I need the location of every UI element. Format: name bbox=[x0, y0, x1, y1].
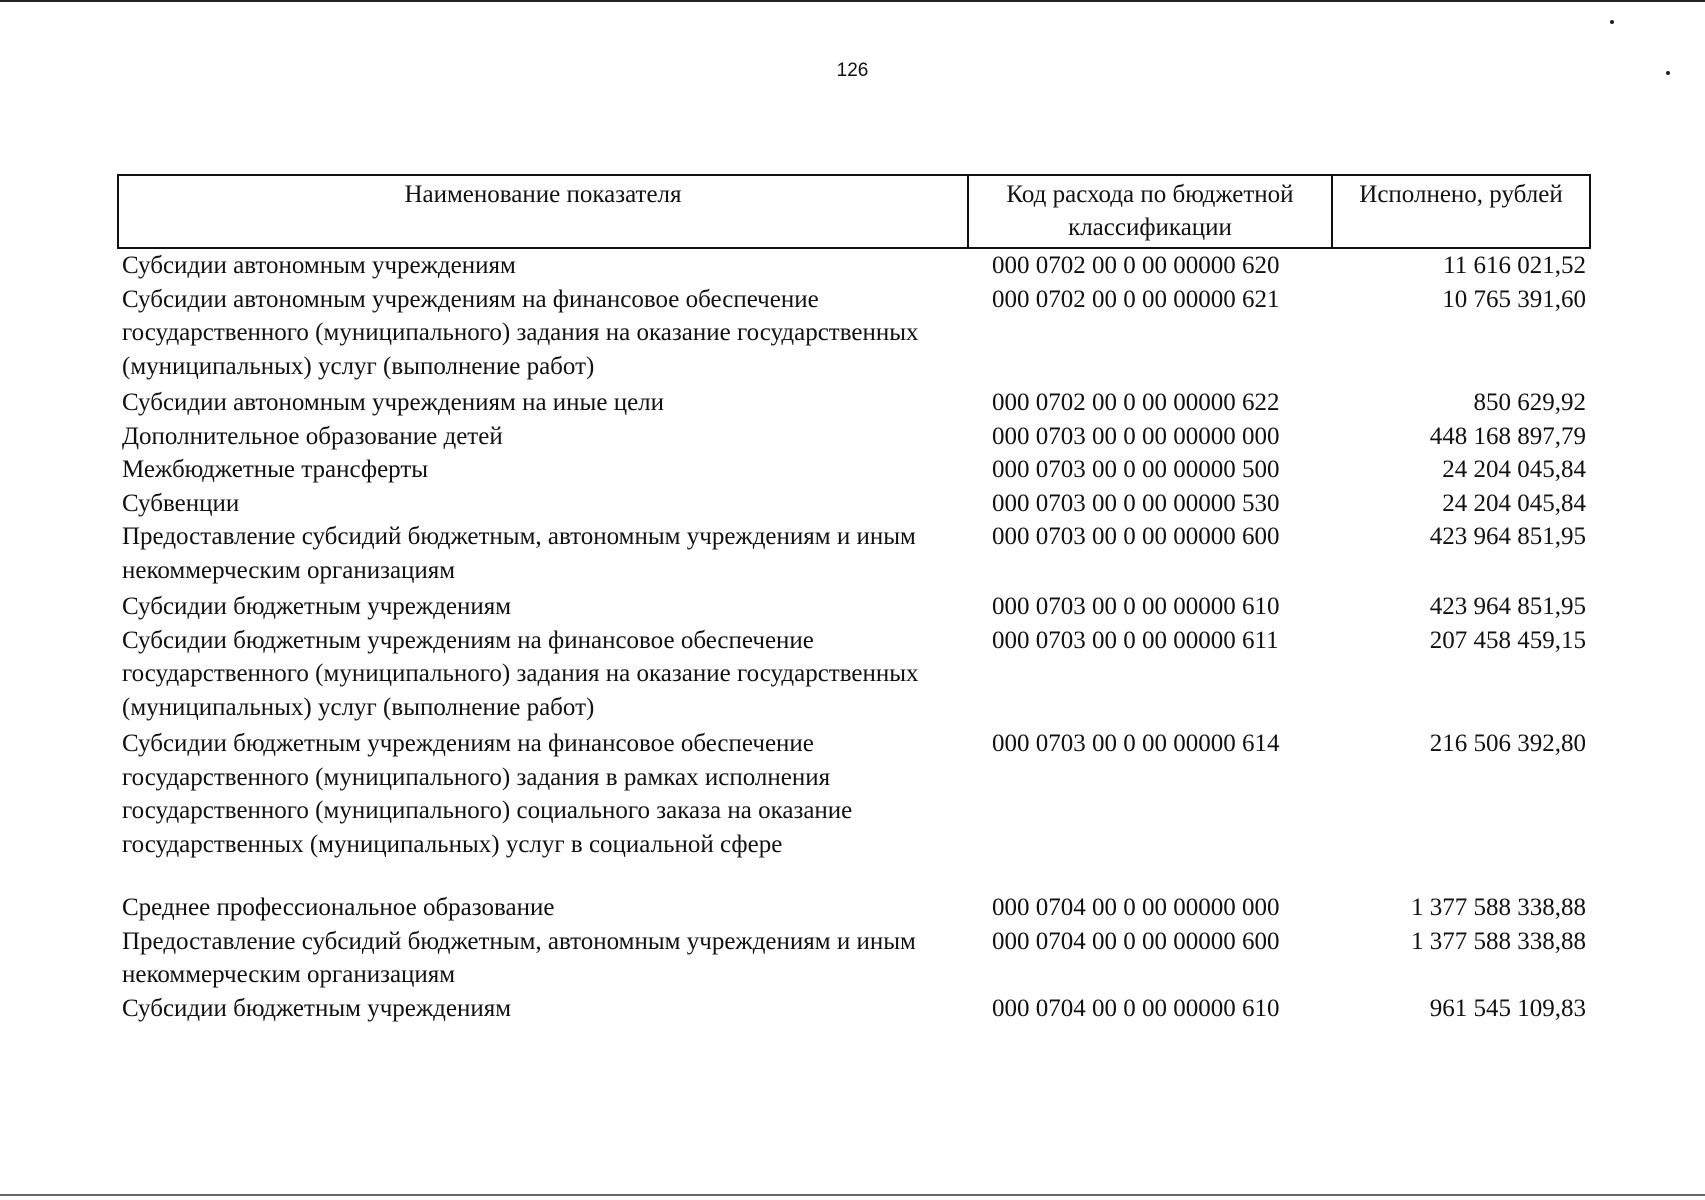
row-code: 000 0702 00 0 00 00000 622 bbox=[992, 389, 1280, 416]
scan-speck bbox=[1610, 20, 1614, 24]
row-code: 000 0703 00 0 00 00000 611 bbox=[992, 626, 1279, 654]
table-row bbox=[118, 590, 1590, 624]
row-amount: 423 964 851,95 bbox=[1429, 523, 1586, 550]
table-row bbox=[118, 891, 1590, 925]
row-code: 000 0703 00 0 00 00000 610 bbox=[992, 593, 1280, 620]
row-amount: 1 377 588 338,88 bbox=[1411, 894, 1586, 921]
row-name: Субсидии автономным учреждениям bbox=[122, 252, 516, 279]
row-code: 000 0702 00 0 00 00000 621 bbox=[992, 285, 1280, 313]
scan-bottom-edge bbox=[0, 1194, 1705, 1196]
row-amount: 1 377 588 338,88 bbox=[1411, 927, 1586, 955]
row-name: Предоставление субсидий бюджетным, автономным учреждениям и иным некоммерческим организациям bbox=[122, 927, 916, 988]
table-row bbox=[118, 727, 1590, 891]
table-row bbox=[118, 283, 1590, 387]
row-name: Субсидии автономным учреждениям на финансовое обеспечение государственного (муниципального) задания на оказание государственных (муниципальных) услуг (выполнение работ) bbox=[122, 285, 919, 380]
row-code: 000 0703 00 0 00 00000 500 bbox=[992, 456, 1280, 483]
table-row bbox=[118, 453, 1590, 487]
row-name: Субвенции bbox=[122, 489, 240, 517]
row-name: Субсидии бюджетным учреждениям на финансовое обеспечение государственного (муниципального) задания на оказание государственных (муниципальных) услуг (выполнение работ) bbox=[122, 626, 919, 721]
row-name: Субсидии бюджетным учреждениям bbox=[122, 994, 512, 1022]
row-code: 000 0702 00 0 00 00000 620 bbox=[992, 252, 1280, 279]
table-row bbox=[118, 386, 1590, 420]
table-body bbox=[118, 248, 1590, 1025]
row-amount: 207 458 459,15 bbox=[1429, 626, 1586, 654]
row-name: Субсидии автономным учреждениям на иные цели bbox=[122, 389, 665, 416]
row-amount: 24 204 045,84 bbox=[1442, 489, 1586, 517]
row-code: 000 0703 00 0 00 00000 614 bbox=[992, 730, 1280, 757]
row-amount: 423 964 851,95 bbox=[1429, 593, 1586, 620]
table-header bbox=[118, 175, 1590, 248]
scan-top-edge bbox=[0, 0, 1705, 2]
row-name: Субсидии бюджетным учреждениям bbox=[122, 593, 512, 620]
header-row bbox=[118, 175, 1590, 248]
row-amount: 850 629,92 bbox=[1473, 389, 1586, 416]
row-code: 000 0704 00 0 00 00000 000 bbox=[992, 894, 1280, 921]
header-indicator-name: Наименование показателя bbox=[118, 175, 968, 248]
table-row bbox=[118, 520, 1590, 590]
row-name: Субсидии бюджетным учреждениям на финансовое обеспечение государственного (муниципального) задания в рамках исполнения государственного (муниципального) социального заказа на оказание государственных (муниципальных) услуг в социальной сфере bbox=[122, 730, 853, 858]
row-name: Среднее профессиональное образование bbox=[122, 894, 555, 921]
row-amount: 10 765 391,60 bbox=[1442, 285, 1586, 313]
row-code: 000 0703 00 0 00 00000 600 bbox=[992, 523, 1280, 550]
table-row bbox=[118, 624, 1590, 728]
row-amount: 11 616 021,52 bbox=[1443, 252, 1586, 279]
row-code: 000 0703 00 0 00 00000 530 bbox=[992, 489, 1280, 517]
row-amount: 961 545 109,83 bbox=[1429, 994, 1586, 1022]
row-name: Дополнительное образование детей bbox=[122, 422, 503, 450]
table-row bbox=[118, 248, 1590, 283]
row-amount: 448 168 897,79 bbox=[1429, 422, 1586, 450]
row-code: 000 0703 00 0 00 00000 000 bbox=[992, 422, 1280, 450]
header-budget-code: Код расхода по бюджетной классификации bbox=[968, 175, 1332, 248]
table-row bbox=[118, 420, 1590, 454]
budget-table-container bbox=[117, 174, 1589, 1025]
row-code: 000 0704 00 0 00 00000 600 bbox=[992, 927, 1280, 955]
budget-execution-table bbox=[117, 174, 1591, 1025]
row-name: Предоставление субсидий бюджетным, автономным учреждениям и иным некоммерческим организациям bbox=[122, 523, 916, 584]
row-amount: 216 506 392,80 bbox=[1429, 730, 1586, 757]
row-name: Межбюджетные трансферты bbox=[122, 456, 429, 483]
row-amount: 24 204 045,84 bbox=[1442, 456, 1586, 483]
table-row bbox=[118, 487, 1590, 521]
row-code: 000 0704 00 0 00 00000 610 bbox=[992, 994, 1280, 1022]
page-number: 126 bbox=[836, 60, 869, 81]
table-row bbox=[118, 992, 1590, 1026]
table-row bbox=[118, 925, 1590, 992]
header-executed-amount: Исполнено, рублей bbox=[1332, 175, 1590, 248]
